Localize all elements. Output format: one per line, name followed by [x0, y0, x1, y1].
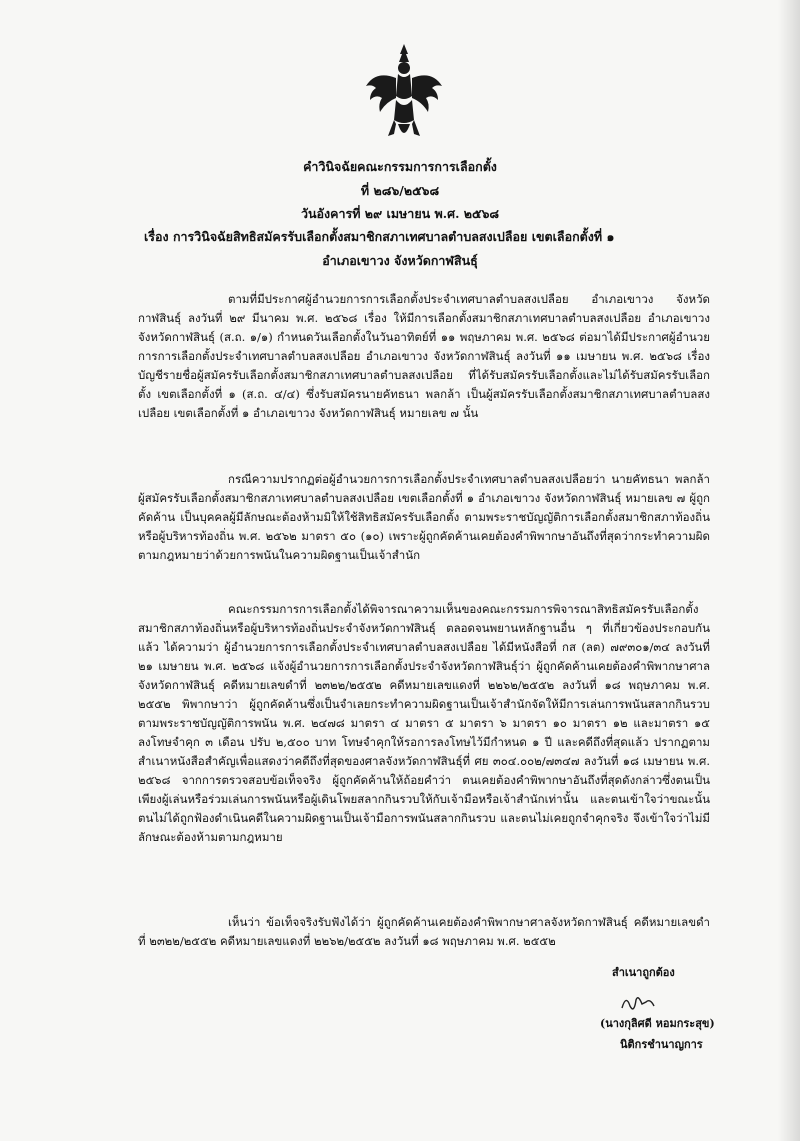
paragraph-3: คณะกรรมการการเลือกตั้งได้พิจารณาความเห็นของคณะกรรมการพิจารณาสิทธิสมัครรับเลือกตั้งสมาชิกสภาท้องถิ่นหรือผู้บริหารท้องถิ่นประจำจังหวัดกาฬสินธุ์ ตลอดจนพยานหลักฐานอื่น ๆ ที่เกี่ยวข้องประกอบกันแล้ว ได้ความว่า ผู้อำนวยการการเลือกตั้งประจำเทศบาลตำบลสงเปลือย ได้มีหนังสือที่ กส (ลต) ๗๙๓๐๑/๓๔ ลงวันที่ ๒๑ เมษายน พ.ศ. ๒๕๖๘ แจ้งผู้อำนวยการการเลือกตั้งประจำจังหวัดกาฬสินธุ์ว่า ผู้ถูกคัดค้านเคยต้องคำพิพากษาศาลจังหวัดกาฬสินธุ์ คดีหมายเลขดำที่ ๒๓๒๒/๒๕๕๒ คดีหมายเลขแดงที่ ๒๒๖๒/๒๕๕๒ ลงวันที่ ๑๘ พฤษภาคม พ.ศ. ๒๕๕๒ พิพากษาว่า ผู้ถูกคัดค้านซึ่งเป็นจำเลยกระทำความผิดฐานเป็นเจ้าสำนักจัดให้มีการเล่นการพนันสลากกินรวบ ตามพระราชบัญญัติการพนัน พ.ศ. ๒๔๗๘ มาตรา ๔ มาตรา ๕ มาตรา ๖ มาตรา ๑๐ มาตรา ๑๒ และมาตรา ๑๕ ลงโทษจำคุก ๓ เดือน ปรับ ๒,๕๐๐ บาท โทษจำคุกให้รอการลงโทษไว้มีกำหนด ๑ ปี และคดีถึงที่สุดแล้ว ปรากฏตามสำเนาหนังสือสำคัญเพื่อแสดงว่าคดีถึงที่สุดของศาลจังหวัดกาฬสินธุ์ที่ ศย ๓๐๔.๐๐๒/๗๓๔๗ ลงวันที่ ๑๘ เมษายน พ.ศ. ๒๕๖๘ จากการตรวจสอบข้อเท็จจริง ผู้ถูกคัดค้านให้ถ้อยคำว่า ตนเคยต้องคำพิพากษาอันถึงที่สุดดังกล่าวซึ่งตนเป็นเพียงผู้เล่นหรือร่วมเล่นการพนันหรือผู้เดินโพยสลากกินรวบให้กับเจ้ามือหรือเจ้าสำนักเท่านั้น และตนเข้าใจว่าขณะนั้นตนไม่ได้ถูกฟ้องดำเนินคดีในความผิดฐานเป็นเจ้ามือการพนันสลากกินรวบ และตนไม่เคยถูกจำคุกจริง จึงเข้าใจว่าไม่มีลักษณะต้องห้ามตามกฎหมาย: [138, 602, 714, 844]
paragraph-4: เห็นว่า ข้อเท็จจริงรับฟังได้ว่า ผู้ถูกคัดค้านเคยต้องคำพิพากษาศาลจังหวัดกาฬสินธุ์ คดีหมายเลขดำที่ ๒๓๒๒/๒๕๕๒ คดีหมายเลขแดงที่ ๒๒๖๒/๒๕๕๒ ลงวันที่ ๑๘ พฤษภาคม พ.ศ. ๒๕๕๒: [138, 915, 710, 948]
signatory-name: (นางกุลิศดี หอมกระสุข): [600, 1017, 715, 1030]
document-subject-location: อำเภอเขาวง จังหวัดกาฬสินธุ์: [322, 253, 478, 268]
handwritten-signature-icon: [618, 990, 658, 1016]
paragraph-1: ตามที่มีประกาศผู้อำนวยการการเลือกตั้งประจำเทศบาลตำบลสงเปลือย อำเภอเขาวง จังหวัดกาฬสินธุ์ ลงวันที่ ๒๙ มีนาคม พ.ศ. ๒๕๖๘ เรื่อง ให้มีการเลือกตั้งสมาชิกสภาเทศบาลตำบลสงเปลือย อำเภอเขาวง จังหวัดกาฬสินธุ์ (ส.ถ. ๑/๑) กำหนดวันเลือกตั้งในวันอาทิตย์ที่ ๑๑ พฤษภาคม พ.ศ. ๒๕๖๘ ต่อมาได้มีประกาศผู้อำนวยการการเลือกตั้งประจำเทศบาลตำบลสงเปลือย อำเภอเขาวง จังหวัดกาฬสินธุ์ ลงวันที่ ๑๑ เมษายน พ.ศ. ๒๕๖๘ เรื่อง บัญชีรายชื่อผู้สมัครรับเลือกตั้งสมาชิกสภาเทศบาลตำบลสงเปลือย ที่ได้รับสมัครรับเลือกตั้งและไม่ได้รับสมัครรับเลือกตั้ง เขตเลือกตั้งที่ ๑ (ส.ถ. ๔/๔) ซึ่งรับสมัครนายคัทธนา พลกล้า เป็นผู้สมัครรับเลือกตั้งสมาชิกสภาเทศบาลตำบลสงเปลือย เขตเลือกตั้งที่ ๑ อำเภอเขาวง จังหวัดกาฬสินธุ์ หมายเลข ๗ นั้น: [138, 292, 714, 420]
document-title: คำวินิจฉัยคณะกรรมการการเลือกตั้ง: [303, 159, 497, 174]
signatory-position: นิติกรชำนาญการ: [620, 1038, 703, 1051]
document-date: วันอังคารที่ ๒๙ เมษายน พ.ศ. ๒๕๖๘: [300, 206, 500, 221]
document-subject: เรื่อง การวินิจฉัยสิทธิสมัครรับเลือกตั้งสมาชิกสภาเทศบาลตำบลสงเปลือย เขตเลือกตั้งที่ ๑: [144, 229, 615, 244]
document-number: ที่ ๒๘๖/๒๕๖๘: [360, 183, 440, 198]
certified-copy-label: สำเนาถูกต้อง: [612, 966, 675, 979]
garuda-emblem-icon: [362, 40, 446, 145]
scan-edge-shadow: [778, 0, 800, 1141]
paragraph-2: กรณีความปรากฏต่อผู้อำนวยการการเลือกตั้งประจำเทศบาลตำบลสงเปลือยว่า นายคัทธนา พลกล้า ผู้สมัครรับเลือกตั้งสมาชิกสภาเทศบาลตำบลสงเปลือย เขตเลือกตั้งที่ ๑ อำเภอเขาวง จังหวัดกาฬสินธุ์ หมายเลข ๗ ผู้ถูกคัดค้าน เป็นบุคคลผู้มีลักษณะต้องห้ามมิให้ใช้สิทธิสมัครรับเลือกตั้ง ตามพระราชบัญญัติการเลือกตั้งสมาชิกสภาท้องถิ่นหรือผู้บริหารท้องถิ่น พ.ศ. ๒๕๖๒ มาตรา ๕๐ (๑๐) เพราะผู้ถูกคัดค้านเคยต้องคำพิพากษาอันถึงที่สุดว่ากระทำความผิดตามกฎหมายว่าด้วยการพนันในความผิดฐานเป็นเจ้าสำนัก: [138, 472, 714, 562]
